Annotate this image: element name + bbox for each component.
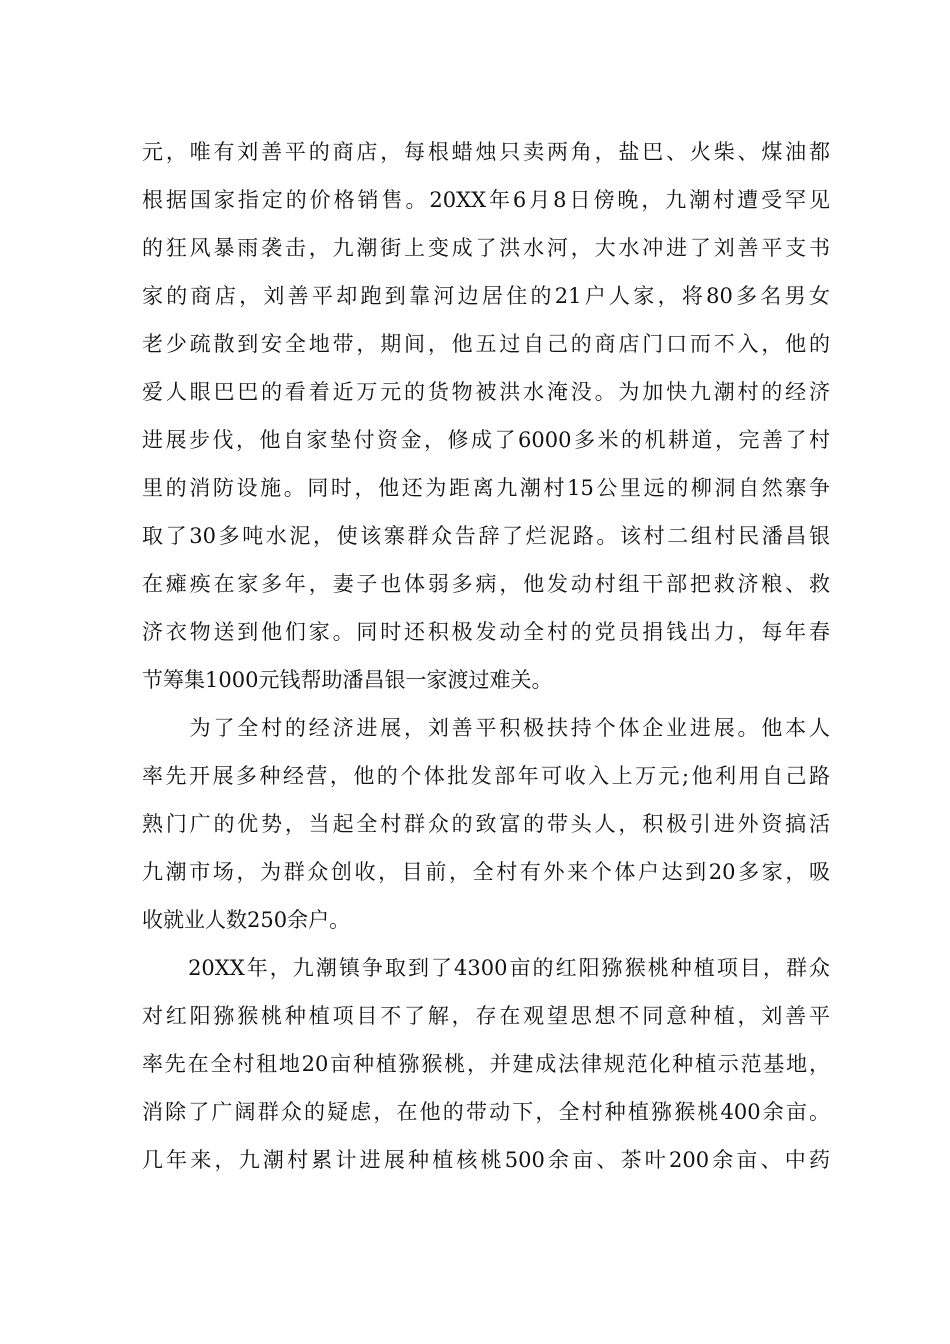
paragraph-2 (142, 704, 830, 944)
text-line: 在瘫痪在家多年，妻子也体弱多病，他发动村组干部把救济粮、救 (142, 572, 830, 596)
text-line: 为了全村的经济进展，刘善平积极扶持个体企业进展。他本人 (142, 716, 830, 740)
text-line: 的狂风暴雨袭击，九潮街上变成了洪水河，大水冲进了刘善平支书 (142, 236, 830, 260)
text-line: 老少疏散到安全地带，期间，他五过自己的商店门口而不入，他的 (142, 332, 830, 356)
text-line: 节筹集1000元钱帮助潘昌银一家渡过难关。 (142, 668, 553, 692)
text-line: 九潮市场，为群众创收，目前，全村有外来个体户达到20多家，吸 (142, 860, 830, 884)
text-line: 爱人眼巴巴的看着近万元的货物被洪水淹没。为加快九潮村的经济 (142, 380, 830, 404)
text-line: 20XX年，九潮镇争取到了4300亩的红阳猕猴桃种植项目，群众 (142, 956, 830, 980)
text-line: 几年来，九潮村累计进展种植核桃500余亩、茶叶200余亩、中药 (142, 1148, 830, 1172)
text-line: 进展步伐，他自家垫付资金，修成了6000多米的机耕道，完善了村 (142, 428, 830, 452)
text-line: 消除了广阔群众的疑虑，在他的带动下，全村种植猕猴桃400余亩。 (142, 1100, 830, 1124)
text-line: 里的消防设施。同时，他还为距离九潮村15公里远的柳洞自然寨争 (142, 476, 830, 500)
text-line: 熟门广的优势，当起全村群众的致富的带头人，积极引进外资搞活 (142, 812, 830, 836)
text-line: 元，唯有刘善平的商店，每根蜡烛只卖两角，盐巴、火柴、煤油都 (142, 140, 830, 164)
document-body (142, 128, 830, 1184)
text-line: 率先在全村租地20亩种植猕猴桃，并建成法律规范化种植示范基地， (142, 1052, 830, 1076)
paragraph-1 (142, 128, 830, 704)
paragraph-3 (142, 944, 830, 1184)
text-line: 率先开展多种经营，他的个体批发部年可收入上万元;他利用自己路 (142, 764, 830, 788)
text-line: 根据国家指定的价格销售。20XX年6月8日傍晚，九潮村遭受罕见 (142, 188, 830, 212)
text-line: 对红阳猕猴桃种植项目不了解，存在观望思想不同意种植，刘善平 (142, 1004, 830, 1028)
text-line: 取了30多吨水泥，使该寨群众告辞了烂泥路。该村二组村民潘昌银 (142, 524, 830, 548)
text-line: 收就业人数250余户。 (142, 908, 351, 932)
text-line: 家的商店，刘善平却跑到靠河边居住的21户人家，将80多名男女 (142, 284, 830, 308)
text-line: 济衣物送到他们家。同时还积极发动全村的党员捐钱出力，每年春 (142, 620, 830, 644)
